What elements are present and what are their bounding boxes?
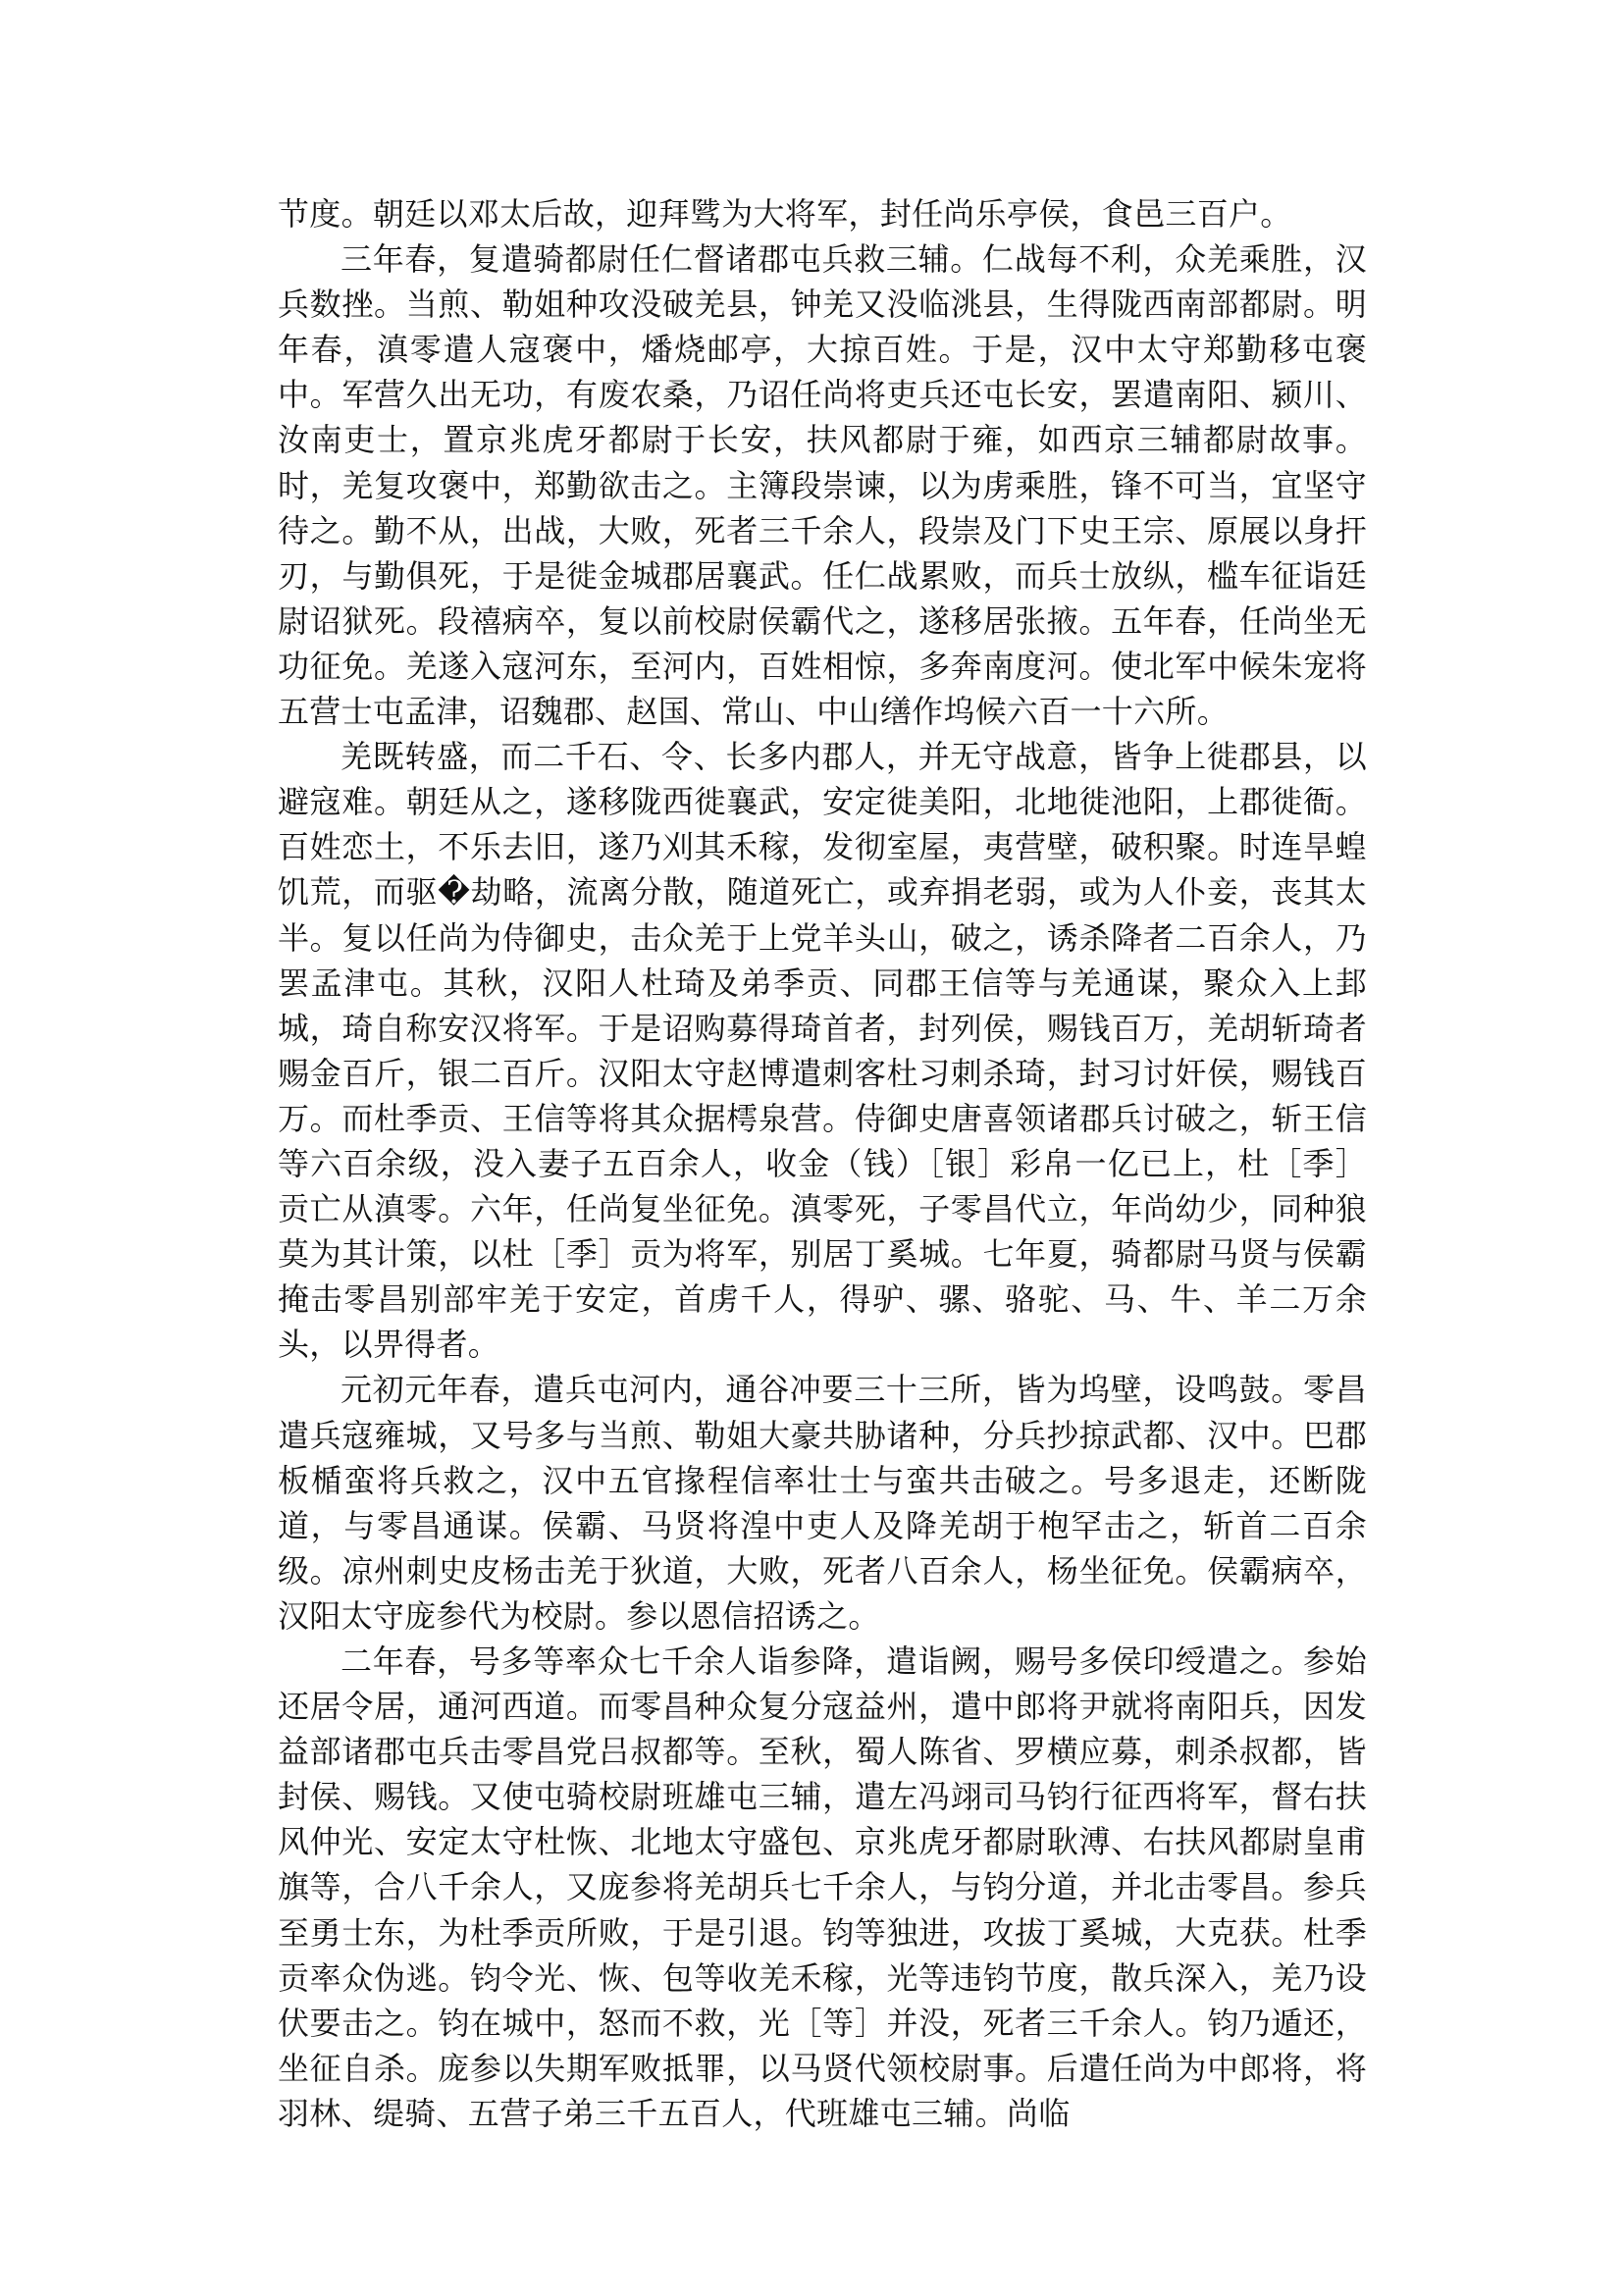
paragraph-qiang-rising: 羌既转盛，而二千石、令、长多内郡人，并无守战意，皆争上徙郡县，以避寇难。朝廷从之，遂移陇西徙襄武，安定徙美阳，北地徙池阳，上郡徙衙。百姓恋土，不乐去旧，遂乃刈其禾稼，发彻室屋，夷营壁，破积聚。时连旱蝗饥荒，而驱�劫略，流离分散，随道死亡，或弃捐老弱，或为人仆妾，丧其太半。复以任尚为侍御史，击众羌于上党羊头山，破之，诱杀降者二百余人，乃罢孟津屯。其秋，汉阳人杜琦及弟季贡、同郡王信等与羌通谋，聚众入上邽城，琦自称安汉将军。于是诏购募得琦首者，封列侯，赐钱百万，羌胡斩琦者赐金百斤，银二百斤。汉阳太守赵博遣刺客杜习刺杀琦，封习讨奸侯，赐钱百万。而杜季贡、王信等将其众据樗泉营。侍御史唐喜领诸郡兵讨破之，斩王信等六百余级，没入妻子五百余人，收金（钱）［银］彩帛一亿已上，杜［季］贡亡从滇零。六年，任尚复坐征免。滇零死，子零昌代立，年尚幼少，同种狼莫为其计策，以杜［季］贡为将军，别居丁奚城。七年夏，骑都尉马贤与侯霸掩击零昌别部牢羌于安定，首虏千人，得驴、骡、骆驼、马、牛、羊二万余头，以畀得者。 bbox=[278, 738, 1367, 1364]
paragraph-second-year: 二年春，号多等率众七千余人诣参降，遣诣阙，赐号多侯印绶遣之。参始还居令居，通河西道。而零昌种众复分寇益州，遣中郎将尹就将南阳兵，因发益部诸郡屯兵击零昌党吕叔都等。至秋，蜀人陈省、罗横应募，刺杀叔都，皆封侯、赐钱。又使屯骑校尉班雄屯三辅，遣左冯翊司马钧行征西将军，督右扶风仲光、安定太守杜恢、北地太守盛包、京兆虎牙都尉耿溥、右扶风都尉皇甫旗等，合八千余人，又庞参将羌胡兵七千余人，与钧分道，并北击零昌。参兵至勇士东，为杜季贡所败，于是引退。钧等独进，攻拔丁奚城，大克获。杜季贡率众伪逃。钧令光、恢、包等收羌禾稼，光等违钧节度，散兵深入，羌乃设伏要击之。钧在城中，怒而不救，光［等］并没，死者三千余人。钧乃遁还，坐征自杀。庞参以失期军败抵罪，以马贤代领校尉事。后遣任尚为中郎将，将羽林、缇骑、五营子弟三千五百人，代班雄屯三辅。尚临 bbox=[278, 1642, 1367, 2132]
paragraph-yuanchu-first-year: 元初元年春，遣兵屯河内，通谷冲要三十三所，皆为坞壁，设鸣鼓。零昌遣兵寇雍城，又号多与当煎、勒姐大豪共胁诸种，分兵抄掠武都、汉中。巴郡板楯蛮将兵救之，汉中五官掾程信率壮士与蛮共击破之。号多退走，还断陇道，与零昌通谋。侯霸、马贤将湟中吏人及降羌胡于枹罕击之，斩首二百余级。凉州刺史皮杨击羌于狄道，大败，死者八百余人，杨坐征免。侯霸病卒，汉阳太守庞参代为校尉。参以恩信招诱之。 bbox=[278, 1371, 1367, 1635]
paragraph-third-year: 三年春，复遣骑都尉任仁督诸郡屯兵救三辅。仁战每不利，众羌乘胜，汉兵数挫。当煎、勒姐种攻没破羌县，钟羌又没临洮县，生得陇西南部都尉。明年春，滇零遣人寇褒中，燔烧邮亭，大掠百姓。于是，汉中太守郑勤移屯褒中。军营久出无功，有废农桑，乃诏任尚将吏兵还屯长安，罢遣南阳、颍川、汝南吏士，置京兆虎牙都尉于长安，扶风都尉于雍，如西京三辅都尉故事。时，羌复攻褒中，郑勤欲击之。主簿段崇谏，以为虏乘胜，锋不可当，宜坚守待之。勤不从，出战，大败，死者三千余人，段崇及门下史王宗、原展以身扞刃，与勤俱死，于是徙金城郡居襄武。任仁战累败，而兵士放纵，槛车征诣廷尉诏狱死。段禧病卒，复以前校尉侯霸代之，遂移居张掖。五年春，任尚坐无功征免。羌遂入寇河东，至河内，百姓相惊，多奔南度河。使北军中候朱宠将五营士屯孟津，诏魏郡、赵国、常山、中山缮作坞候六百一十六所。 bbox=[278, 240, 1367, 731]
paragraph-continuation: 节度。朝廷以邓太后故，迎拜骘为大将军，封任尚乐亭侯，食邑三百户。 bbox=[278, 195, 1292, 233]
document-page bbox=[278, 191, 1367, 2136]
